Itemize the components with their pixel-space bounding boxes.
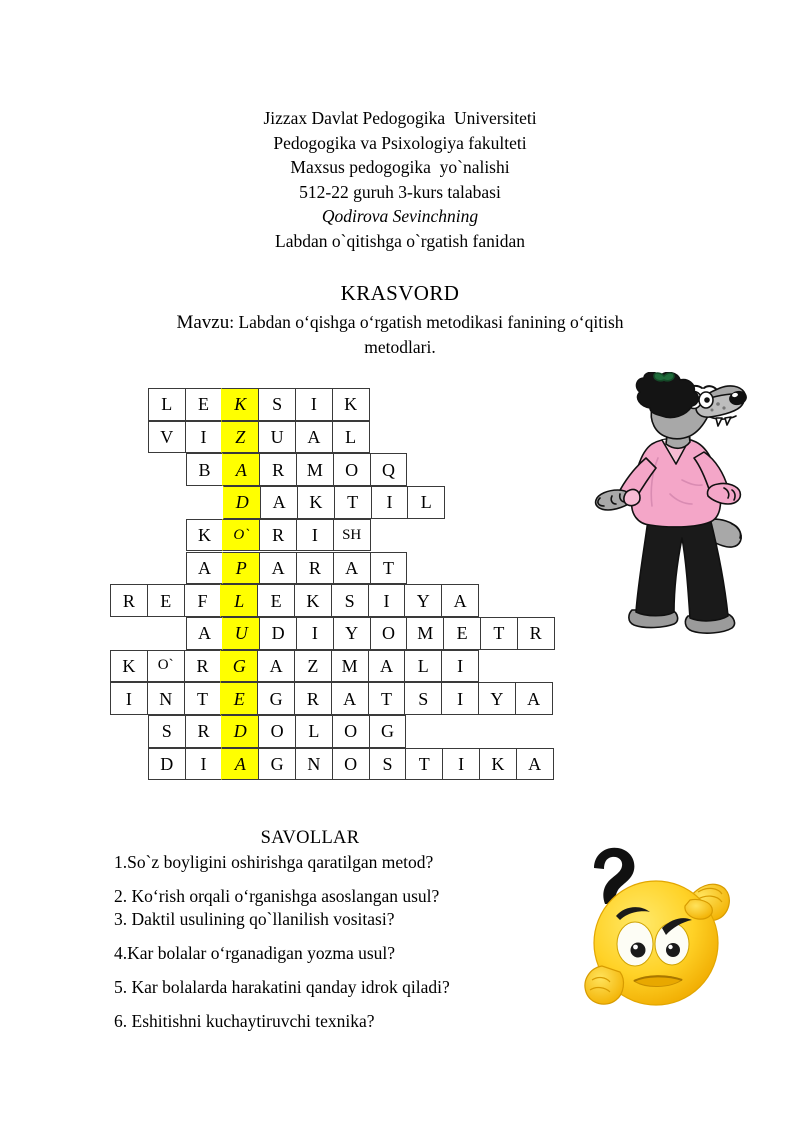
crossword-cell: V (148, 421, 186, 454)
crossword-cell: N (147, 682, 185, 715)
crossword-cell: I (441, 682, 479, 715)
crossword-row (110, 682, 552, 715)
crossword-cell: L (332, 421, 370, 454)
crossword-cell: R (517, 617, 555, 650)
crossword-cell: R (296, 552, 334, 585)
crossword-cell: A (257, 650, 295, 683)
crossword-cell: A (259, 552, 297, 585)
crossword-cell: N (295, 748, 333, 781)
question-item: 2. Ko‘rish orqali o‘rganishga asoslangan usul? (114, 886, 440, 906)
crossword-cell: T (405, 748, 443, 781)
crossword-cell: Z (294, 650, 332, 683)
crossword-cell: A (186, 617, 224, 650)
crossword-cell: E (443, 617, 481, 650)
crossword-cell: I (442, 748, 480, 781)
crossword-cell: G (369, 715, 407, 748)
crossword-row (186, 519, 370, 552)
crossword-cell-highlighted: P (222, 552, 260, 585)
crossword-cell: R (185, 715, 223, 748)
mavzu-label: Mavzu (176, 312, 230, 333)
crossword-cell: K (479, 748, 517, 781)
crossword-cell: A (331, 682, 369, 715)
mavzu-text: : Labdan o‘qishga o‘rgatish metodikasi fanining o‘qitish metodlari. (229, 312, 624, 357)
crossword-row (148, 715, 406, 748)
crossword-row (186, 617, 554, 650)
header-line-3: Maxsus pedogogika yo`nalishi (290, 157, 510, 177)
crossword-cell: K (294, 584, 332, 617)
crossword-cell: R (110, 584, 148, 617)
crossword-cell: B (186, 453, 224, 486)
crossword-cell-highlighted: D (221, 715, 259, 748)
mavzu-line (0, 307, 800, 359)
crossword-grid (110, 388, 580, 782)
crossword-cell: T (334, 486, 372, 519)
crossword-cell: A (516, 748, 554, 781)
crossword-cell: L (148, 388, 186, 421)
crossword-cell: Y (478, 682, 516, 715)
crossword-cell: M (331, 650, 369, 683)
crossword-cell: O (258, 715, 296, 748)
crossword-cell: R (259, 519, 297, 552)
crossword-cell-highlighted: D (223, 486, 261, 519)
crossword-cell: I (185, 748, 223, 781)
crossword-row (148, 421, 369, 454)
crossword-cell: R (294, 682, 332, 715)
crossword-cell: Y (333, 617, 371, 650)
question-item: 5. Kar bolalarda harakatini qanday idrok qiladi? (114, 977, 450, 997)
crossword-cell: S (148, 715, 186, 748)
crossword-cell: Y (404, 584, 442, 617)
crossword-cell: A (515, 682, 553, 715)
crossword-cell: T (370, 552, 408, 585)
crossword-row (110, 650, 478, 683)
crossword-cell: E (147, 584, 185, 617)
crossword-cell: L (295, 715, 333, 748)
crossword-cell: F (184, 584, 222, 617)
crossword-cell-highlighted: U (222, 617, 260, 650)
crossword-cell: A (186, 552, 224, 585)
crossword-cell: R (184, 650, 222, 683)
crossword-cell: M (296, 453, 334, 486)
crossword-cell-highlighted: A (221, 748, 259, 781)
crossword-cell-highlighted: K (221, 388, 259, 421)
crossword-cell: I (371, 486, 409, 519)
crossword-cell: G (258, 748, 296, 781)
crossword-cell: L (407, 486, 445, 519)
crossword-cell: S (369, 748, 407, 781)
crossword-row (223, 486, 444, 519)
crossword-cell: S (331, 584, 369, 617)
crossword-cell: I (295, 388, 333, 421)
crossword-cell-highlighted: G (220, 650, 258, 683)
crossword-cell: D (148, 748, 186, 781)
crossword-cell-highlighted: O` (222, 519, 260, 552)
crossword-cell: T (184, 682, 222, 715)
title-block (0, 280, 800, 359)
crossword-row (186, 552, 407, 585)
crossword-cell: A (260, 486, 298, 519)
crossword-cell: U (258, 421, 296, 454)
crossword-cell: S (258, 388, 296, 421)
crossword-cell: Q (370, 453, 408, 486)
crossword-cell: I (368, 584, 406, 617)
question-item: 1.So`z boyligini oshirishga qaratilgan metod? (114, 852, 434, 872)
page-title: KRASVORD (340, 281, 460, 305)
crossword-cell-highlighted: A (222, 453, 260, 486)
crossword-cell: O (332, 748, 370, 781)
crossword-cell: O (333, 453, 371, 486)
savollar-heading: SAVOLLAR (260, 828, 360, 848)
crossword-row (148, 748, 553, 781)
crossword-row (148, 388, 369, 421)
thinking-emoji-illustration (572, 840, 740, 1020)
crossword-row (110, 584, 478, 617)
header-line-6: Labdan o`qitishga o`rgatish fanidan (275, 230, 525, 251)
student-name: Qodirova Sevinchning (321, 206, 479, 226)
crossword-cell: SH (333, 519, 371, 552)
cartoon-wolf-illustration (592, 372, 757, 638)
crossword-cell-highlighted: Z (221, 421, 259, 454)
crossword-cell: E (257, 584, 295, 617)
question-item: 4.Kar bolalar o‘rganadigan yozma usul? (114, 943, 396, 963)
crossword-cell: M (406, 617, 444, 650)
crossword-cell: I (296, 519, 334, 552)
crossword-cell: L (404, 650, 442, 683)
crossword-cell: R (259, 453, 297, 486)
crossword-cell: T (480, 617, 518, 650)
crossword-cell: E (185, 388, 223, 421)
document-header (0, 106, 800, 253)
question-item: 6. Eshitishni kuchaytiruvchi texnika? (114, 1011, 375, 1031)
crossword-cell: O (370, 617, 408, 650)
crossword-cell: D (259, 617, 297, 650)
crossword-cell: A (295, 421, 333, 454)
crossword-cell: A (333, 552, 371, 585)
crossword-cell: K (297, 486, 335, 519)
questions-list (114, 852, 554, 1032)
crossword-cell: A (441, 584, 479, 617)
crossword-cell: I (110, 682, 148, 715)
crossword-cell: I (441, 650, 479, 683)
crossword-cell: S (404, 682, 442, 715)
crossword-cell-highlighted: E (220, 682, 258, 715)
crossword-cell: K (186, 519, 224, 552)
header-line-2: Pedogogika va Psixologiya fakulteti (273, 132, 527, 153)
crossword-cell: G (257, 682, 295, 715)
crossword-cell: K (110, 650, 148, 683)
crossword-cell: K (332, 388, 370, 421)
question-item: 3. Daktil usulining qo`llanilish vositasi? (114, 909, 395, 929)
crossword-cell: A (368, 650, 406, 683)
crossword-cell-highlighted: L (220, 584, 258, 617)
header-line-1: Jizzax Davlat Pedogogika Universiteti (263, 108, 537, 128)
crossword-cell: I (296, 617, 334, 650)
header-line-4: 512-22 guruh 3-kurs talabasi (299, 181, 501, 202)
crossword-cell: O` (147, 650, 185, 683)
crossword-cell: I (185, 421, 223, 454)
crossword-row (186, 453, 407, 486)
crossword-cell: T (368, 682, 406, 715)
crossword-cell: O (332, 715, 370, 748)
